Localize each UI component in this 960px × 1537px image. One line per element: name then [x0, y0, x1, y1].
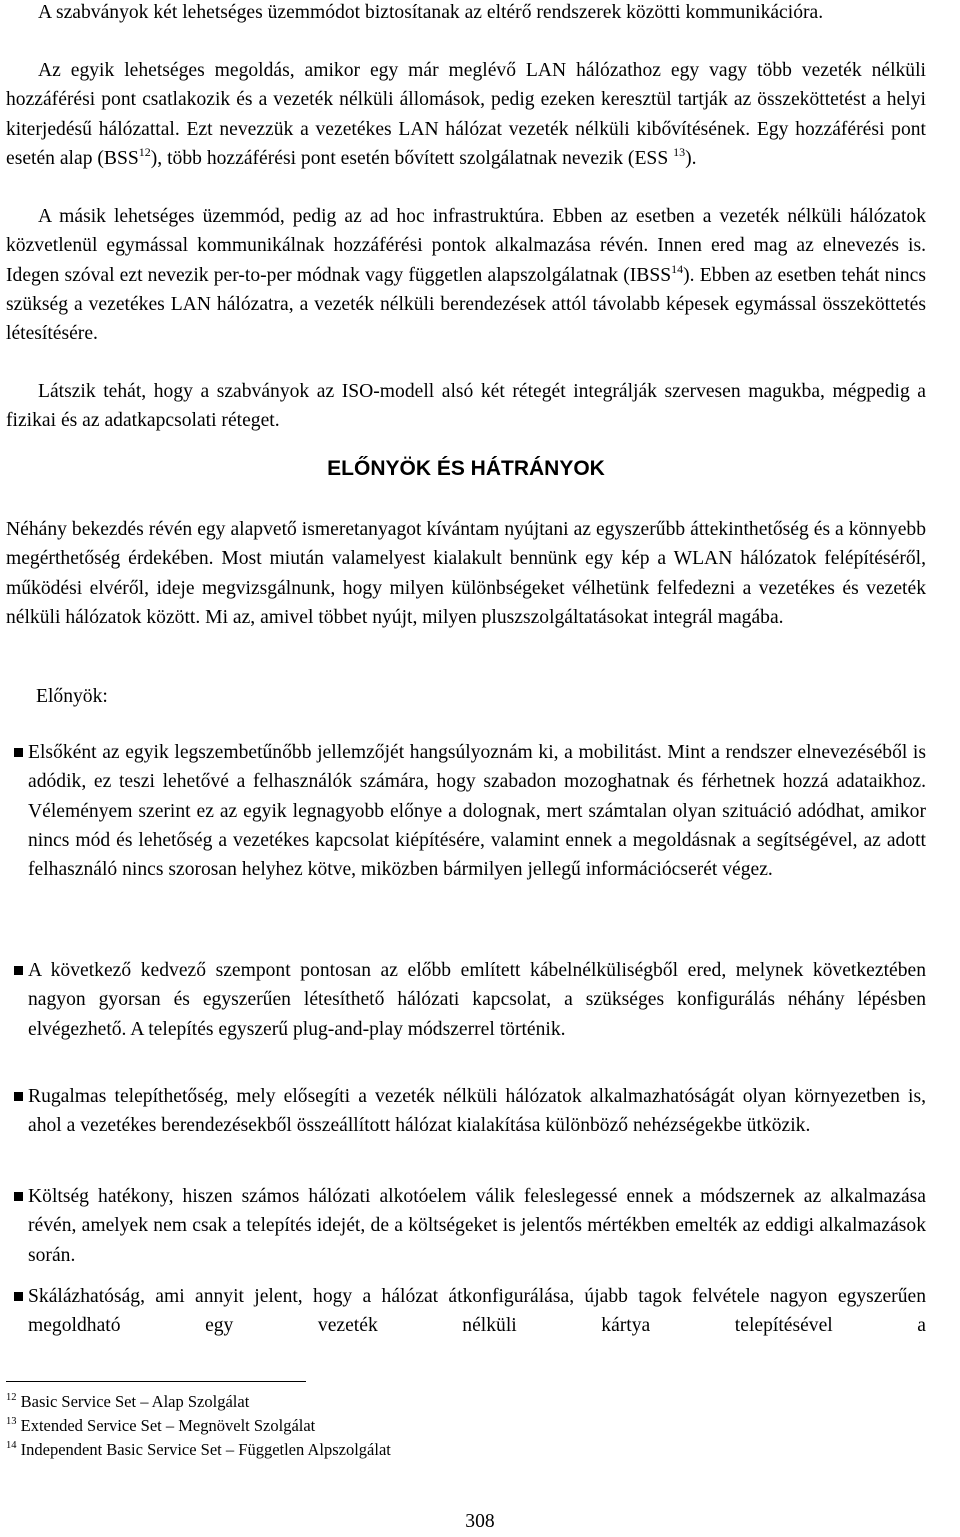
bullet-text: Skálázhatóság, ami annyit jelent, hogy a hálózat átkonfigurálása, újabb tagok felvétele nagyon egyszerűen megoldható egy vezeték nélküli kártya telepítésével a: [28, 1286, 926, 1337]
footnote-ref-13: 13: [673, 144, 686, 159]
paragraph-advantages-intro: Néhány bekezdés révén egy alapvető ismeretanyagot kívántam nyújtani az egyszerűbb áttekinthetőség és a könnyebb megérthetőség érdekében. Most miután valamelyest kialakult bennünk egy kép a WLAN hálózatok felépítéséről, működési elvéről, ideje megvizsgálnunk, hogy milyen különbségeket vélhetünk felfedezni a vezetékes és vezeték nélküli hálózatok között. Mi az, amivel többet nyújt, milyen pluszszolgáltatásokat integrál magába.: [6, 519, 926, 628]
footnote-ref-14: 14: [671, 261, 684, 276]
footnote-12: [6, 1390, 249, 1414]
paragraph-iso-model: Látszik tehát, hogy a szabványok az ISO-modell alsó két rétegét integrálják szervesen magukba, mégpedig a fizikai és az adatkapcsolati réteget.: [6, 381, 926, 432]
paragraph-text: ).: [685, 147, 697, 169]
footnote-separator: [6, 1381, 306, 1382]
paragraph-adhoc: [6, 202, 926, 348]
bullet-item-mobility: [0, 738, 926, 884]
square-bullet-icon: [14, 1292, 23, 1301]
bullet-text: Rugalmas telepíthetőség, mely elősegíti a vezeték nélküli hálózatok alkalmazhatóságát olyan környezetben is, ahol a vezetékes berendezésekből összeállított hálózat kialakítása különböző nehézségekbe ütközik.: [28, 1086, 926, 1137]
footnote-13: [6, 1414, 315, 1438]
bullet-text: Elsőként az egyik legszembetűnőbb jellemzőjét hangsúlyoznám ki, a mobilitást. Mint a rendszer elnevezéséből is adódik, ez teszi lehetővé a felhasználók számára, hogy szabadon mozoghatnak és férhetnek hozzá adataikhoz. Véleményem szerint ez az egyik legnagyobb előnye a dolognak, mert számtalan olyan szituáció adódhat, amikor nincs mód és lehetőség a vezetékes kapcsolat kiépítésére, valamint ennek a megoldásnak a segítségével, az adott felhasználó nincs szorosan helyhez kötve, miközben bármilyen jellegű információcserét végez.: [28, 742, 926, 881]
square-bullet-icon: [14, 1092, 23, 1101]
footnote-number: 12: [6, 1392, 17, 1403]
footnote-number: 14: [6, 1440, 17, 1451]
paragraph-text: ). Ebben az esetben tehát nincs szükség a vezetékes LAN hálózatra, a vezeték nélküli berendezések attól távolabb képesek egymással összeköttetés létesítésére.: [6, 264, 926, 345]
footnote-number: 13: [6, 1416, 17, 1427]
footnote-14: [6, 1438, 391, 1462]
paragraph-text: Az egyik lehetséges megoldás, amikor egy már meglévő LAN hálózathoz egy vagy több vezeték nélküli hozzáférési pont csatlakozik és a vezeték nélküli állomások, pedig ezeken keresztül tartják az összeköttetést a helyi kiterjedésű hálózattal. Ezt nevezzük a vezetékes LAN hálózat vezeték nélküli kibővítésének. Egy hozzáférési pont esetén alap (BSS: [6, 60, 926, 169]
paragraph-text: ), több hozzáférési pont esetén bővített szolgálatnak nevezik (ESS: [150, 147, 669, 169]
square-bullet-icon: [14, 748, 23, 757]
bullet-text: A következő kedvező szempont pontosan az előbb említett kábelnélküliségből ered, melynek következtében nagyon gyorsan és egyszerűen létesíthető hálózati kapcsolat, a szükséges konfigurálás néhány lépésben elvégezhető. A telepítés egyszerű plug-and-play módszerrel történik.: [28, 960, 926, 1040]
bullet-text: Költség hatékony, hiszen számos hálózati alkotóelem válik feleslegessé ennek a módszernek az alkalmazása révén, amelyek nem csak a telepítés idejét, de a költségeket is jelentős mértékben emelték az eddigi alkalmazások során.: [28, 1186, 926, 1266]
bullet-item-flexibility: [0, 1082, 926, 1141]
footnote-text: Basic Service Set – Alap Szolgálat: [20, 1392, 250, 1411]
bullet-item-quick-setup: [0, 956, 926, 1044]
footnote-text: Extended Service Set – Megnövelt Szolgálat: [20, 1416, 316, 1435]
section-heading: ELŐNYÖK ÉS HÁTRÁNYOK: [327, 457, 605, 480]
square-bullet-icon: [14, 1192, 23, 1201]
footnote-ref-12: 12: [138, 144, 151, 159]
paragraph-lan-extension: [6, 56, 926, 173]
bullet-item-cost: [0, 1182, 926, 1270]
footnote-text: Independent Basic Service Set – Független Alpszolgálat: [20, 1440, 391, 1459]
bullet-item-scalability: [0, 1282, 926, 1341]
page-number: 308: [465, 1511, 495, 1532]
paragraph-intro-modes: A szabványok két lehetséges üzemmódot biztosítanak az eltérő rendszerek közötti kommunikációra.: [38, 2, 824, 23]
paragraph-text: A másik lehetséges üzemmód, pedig az ad hoc infrastruktúra. Ebben az esetben a vezeték nélküli hálózatok közvetlenül egymással kommunikálnak hozzáférési pontok alkalmazása révén. Innen ered mag az elnevezés is. Idegen szóval ezt nevezik per-to-per módnak vagy független alapszolgálatnak (IBSS: [6, 206, 926, 286]
advantages-label: Előnyök:: [36, 686, 108, 707]
square-bullet-icon: [14, 966, 23, 975]
